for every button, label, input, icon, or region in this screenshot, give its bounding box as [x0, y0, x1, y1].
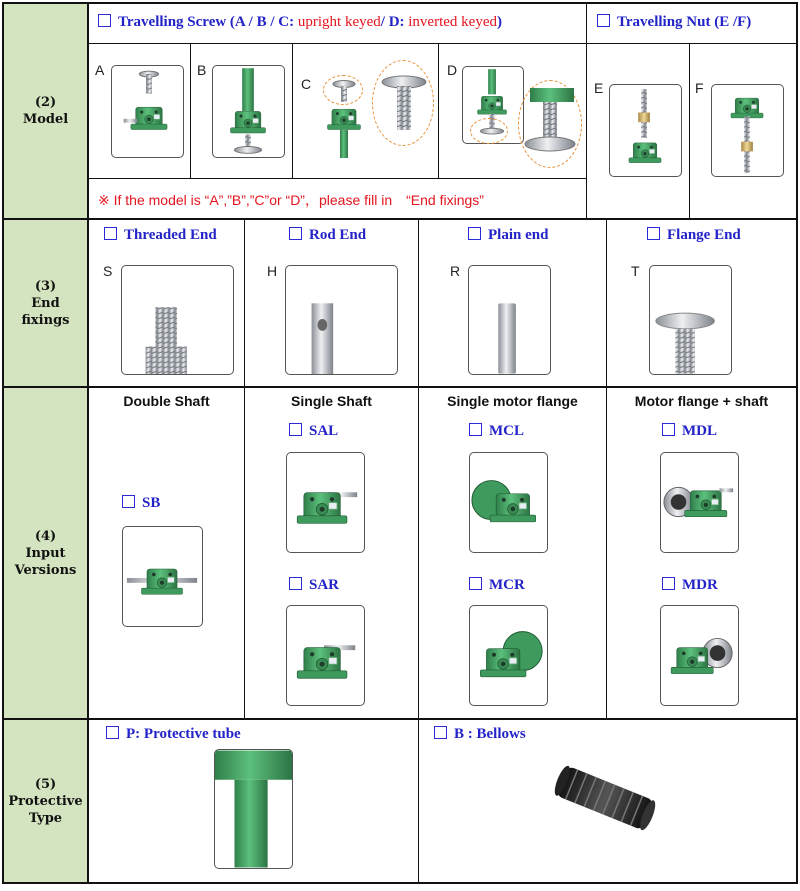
table-border [87, 218, 798, 220]
rod-end-option[interactable] [289, 227, 366, 244]
detail-callout [323, 75, 363, 105]
sar-image[interactable] [286, 605, 365, 706]
column-divider [586, 4, 587, 218]
plain-end-option[interactable] [468, 227, 548, 244]
model-letter-b: B [197, 62, 207, 78]
column-divider [244, 220, 245, 386]
section-number: (2) [34, 95, 57, 110]
mcr-image[interactable] [469, 605, 548, 706]
checkbox[interactable] [104, 227, 117, 240]
mcr-option[interactable] [469, 577, 525, 594]
section-title: Input [25, 545, 66, 561]
column-header-double-shaft: Double Shaft [123, 393, 210, 409]
option-code: P: [126, 726, 141, 742]
sal-image[interactable] [286, 452, 365, 553]
end-letter-t: T [631, 263, 640, 279]
column-divider [418, 388, 419, 718]
column-divider [418, 220, 419, 386]
checkbox[interactable] [597, 14, 610, 27]
model-letter-f: F [695, 80, 704, 96]
table-border [87, 718, 798, 720]
model-letter-d: D [447, 62, 458, 78]
section-number: (3) [34, 278, 57, 294]
option-label: ) [496, 14, 502, 30]
plain-end-image[interactable] [468, 265, 551, 375]
checkbox[interactable] [289, 227, 302, 240]
column-divider [190, 44, 191, 178]
option-label: MDL [682, 423, 717, 439]
option-code: B : [454, 726, 473, 742]
threaded-end-option[interactable] [104, 227, 217, 244]
sb-option[interactable] [122, 495, 160, 512]
option-label: SAR [309, 577, 340, 593]
bellows-image[interactable] [547, 760, 663, 836]
model-a-image[interactable] [111, 65, 184, 158]
column-divider [606, 388, 607, 718]
column-divider [438, 44, 439, 178]
protective-tube-option[interactable] [106, 726, 241, 743]
option-label: Travelling Nut (E /F) [617, 14, 752, 30]
model-e-image[interactable] [609, 84, 682, 177]
table-border [87, 386, 798, 388]
flange-end-option[interactable] [647, 227, 741, 244]
checkbox[interactable] [662, 577, 675, 590]
column-divider [418, 720, 419, 882]
option-label: MCR [489, 577, 525, 593]
model-b-image[interactable] [212, 65, 285, 158]
option-label: Bellows [476, 726, 526, 742]
rod-end-image[interactable] [285, 265, 398, 375]
table-border [87, 2, 798, 4]
model-letter-e: E [594, 80, 604, 96]
checkbox[interactable] [469, 423, 482, 436]
checkbox[interactable] [122, 495, 135, 508]
option-label: SB [142, 495, 161, 511]
checkbox[interactable] [468, 227, 481, 240]
row-divider [89, 178, 586, 179]
end-fixings-section-label [2, 218, 89, 388]
mdl-image[interactable] [660, 452, 739, 553]
mdr-option[interactable] [662, 577, 718, 594]
column-divider [244, 388, 245, 718]
column-divider [292, 44, 293, 178]
column-divider [689, 44, 690, 218]
flange-end-image[interactable] [649, 265, 732, 375]
sar-option[interactable] [289, 577, 339, 594]
section-number: (5) [34, 776, 57, 792]
section-title: Model [22, 112, 69, 127]
sb-image[interactable] [122, 526, 203, 627]
model-c-detail-image [378, 68, 430, 138]
checkbox[interactable] [106, 726, 119, 739]
section-title: fixings [21, 312, 70, 328]
option-label: MCL [489, 423, 524, 439]
section-title: End [31, 295, 60, 311]
model-letter-a: A [95, 62, 105, 78]
column-header-motor-flange-shaft: Motor flange + shaft [634, 393, 769, 409]
protective-section-label [2, 718, 89, 884]
option-label: / [380, 14, 389, 30]
model-section-label [2, 2, 89, 220]
option-label: D: [388, 14, 409, 30]
checkbox[interactable] [647, 227, 660, 240]
option-label: MDR [682, 577, 718, 593]
threaded-end-image[interactable] [121, 265, 234, 375]
mcl-option[interactable] [469, 423, 524, 440]
model-f-image[interactable] [711, 84, 784, 177]
checkbox[interactable] [289, 423, 302, 436]
section-title: Versions [14, 562, 77, 578]
travelling-nut-option[interactable] [597, 14, 751, 31]
option-label: Plain end [488, 227, 549, 243]
mdr-image[interactable] [660, 605, 739, 706]
option-label: Threaded End [124, 227, 217, 243]
column-header-single-motor-flange: Single motor flange [447, 393, 578, 409]
column-header-single-shaft: Single Shaft [291, 393, 372, 409]
checkbox[interactable] [662, 423, 675, 436]
input-versions-section-label [2, 386, 89, 720]
section-title: Protective [8, 793, 83, 809]
option-label: Travelling Screw (A / B / C: [118, 14, 298, 30]
travelling-screw-option[interactable] [98, 14, 502, 31]
end-letter-r: R [450, 263, 461, 279]
model-d-detail-image [520, 86, 580, 162]
section-number: (4) [34, 528, 57, 544]
option-note: inverted keyed [408, 14, 497, 30]
model-letter-c: C [301, 76, 312, 92]
option-label: Protective tube [143, 726, 241, 742]
end-letter-s: S [103, 263, 113, 279]
checkbox[interactable] [98, 14, 111, 27]
column-divider [606, 220, 607, 386]
mcl-image[interactable] [469, 452, 548, 553]
checkbox[interactable] [434, 726, 447, 739]
bellows-option[interactable] [434, 726, 526, 743]
end-fixings-note: ※ If the model is “A”,”B”,”C”or “D”，please fill in “End fixings” [98, 192, 484, 208]
checkbox[interactable] [289, 577, 302, 590]
protective-tube-image[interactable] [214, 749, 293, 869]
detail-callout [470, 118, 508, 144]
sal-option[interactable] [289, 423, 338, 440]
option-label: Flange End [667, 227, 741, 243]
section-title: Type [28, 810, 63, 826]
end-letter-h: H [267, 263, 278, 279]
option-note: upright keyed [297, 14, 381, 30]
table-border [796, 2, 798, 884]
mdl-option[interactable] [662, 423, 717, 440]
table-border [87, 882, 798, 884]
option-label: Rod End [309, 227, 367, 243]
option-label: SAL [309, 423, 339, 439]
checkbox[interactable] [469, 577, 482, 590]
